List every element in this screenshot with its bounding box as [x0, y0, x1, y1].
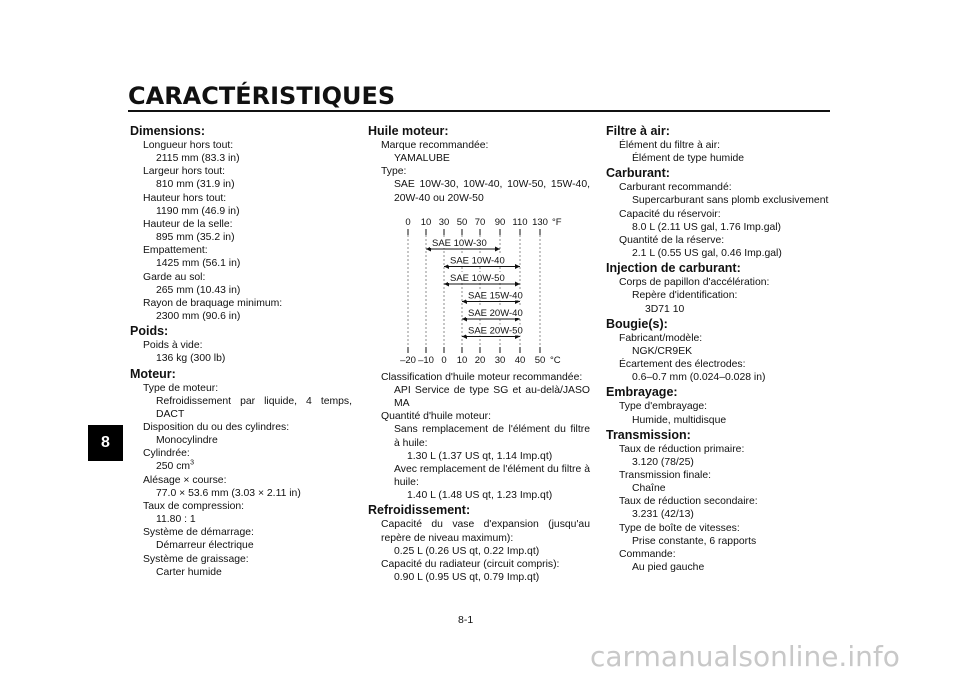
spec-label: Empattement: — [143, 245, 208, 257]
section-heading-embrayage: Embrayage: — [606, 385, 678, 400]
page-title: CARACTÉRISTIQUES — [128, 82, 396, 110]
fahrenheit-tick-label: 70 — [474, 216, 486, 228]
spec-label: Garde au sol: — [143, 271, 206, 283]
grade-range-arrow-right — [515, 264, 520, 269]
spec-value: 810 mm (31.9 in) — [156, 179, 235, 191]
column-left — [130, 123, 352, 579]
spec-value: Chaîne — [632, 483, 666, 495]
section-heading-carburant: Carburant: — [606, 166, 670, 181]
celsius-tick-label: –10 — [418, 354, 434, 366]
title-rule — [128, 110, 830, 112]
spec-value: 8.0 L (2.11 US gal, 1.76 Imp.gal) — [632, 221, 782, 233]
celsius-tick-label: –20 — [400, 354, 416, 366]
spec-value: 0.90 L (0.95 US qt, 0.79 Imp.qt) — [394, 571, 540, 583]
spec-value: Monocylindre — [156, 435, 218, 447]
section-heading-bougie: Bougie(s): — [606, 316, 668, 331]
spec-value: 11.80 : 1 — [156, 514, 196, 526]
section-heading-injection: Injection de carburant: — [606, 261, 741, 276]
spec-label: Écartement des électrodes: — [619, 359, 746, 371]
spec-value: Humide, multidisque — [632, 414, 727, 426]
spec-label: Quantité d'huile moteur: — [381, 411, 491, 423]
spec-value: Refroidissement par liquide, 4 temps, — [156, 395, 352, 407]
spec-label: Hauteur hors tout: — [143, 192, 227, 204]
section-heading-poids: Poids: — [130, 324, 169, 339]
grade-range-arrow-right — [495, 246, 500, 251]
spec-value: 3.120 (78/25) — [632, 456, 694, 468]
spec-sublabel: Repère d'identification: — [632, 290, 738, 302]
spec-value: 2.1 L (0.55 US gal, 0.46 Imp.gal) — [632, 248, 782, 260]
fahrenheit-tick-label: 50 — [456, 216, 468, 228]
grade-label: SAE 10W-30 — [432, 237, 487, 249]
spec-label: Cylindrée: — [143, 448, 190, 460]
spec-value: DACT — [156, 408, 185, 420]
spec-label: Capacité du radiateur (circuit compris): — [381, 558, 560, 570]
oil-viscosity-svg — [368, 211, 590, 371]
spec-value: 136 kg (300 lb) — [156, 353, 226, 365]
fahrenheit-tick-label: 10 — [420, 216, 432, 228]
spec-value: 1190 mm (46.9 in) — [156, 205, 240, 217]
spec-label: Corps de papillon d'accélération: — [619, 277, 770, 289]
spec-label: Disposition du ou des cylindres: — [143, 421, 290, 433]
spec-label: Poids à vide: — [143, 340, 203, 352]
section-heading-filtre: Filtre à air: — [606, 124, 670, 138]
grade-label: SAE 15W-40 — [468, 290, 523, 302]
spec-label: Fabricant/modèle: — [619, 332, 703, 344]
spec-value: Démarreur électrique — [156, 540, 254, 552]
celsius-tick-label: 0 — [441, 354, 447, 366]
spec-label: Carburant recommandé: — [619, 182, 732, 194]
grade-label: SAE 10W-50 — [450, 272, 505, 284]
spec-value: Au pied gauche — [632, 562, 705, 574]
fahrenheit-tick-label: 0 — [405, 216, 411, 228]
column-middle — [368, 123, 590, 584]
celsius-tick-label: 30 — [494, 354, 506, 366]
spec-label: Type d'embrayage: — [619, 401, 708, 413]
spec-value: 1.30 L (1.37 US qt, 1.14 Imp.qt) — [407, 450, 553, 462]
spec-value: 3.231 (42/13) — [632, 509, 694, 521]
spec-value: Prise constante, 6 rapports — [632, 535, 757, 547]
section-heading-refroidissement: Refroidissement: — [368, 503, 471, 518]
spec-label: Longueur hors tout: — [143, 140, 234, 151]
spec-value: YAMALUBE — [394, 153, 450, 165]
spec-label: Hauteur de la selle: — [143, 218, 233, 230]
spec-value: SAE 10W-30, 10W-40, 10W-50, 15W-40, 20W-40 ou 20W-50 — [394, 179, 590, 204]
fahrenheit-tick-label: 130 — [532, 216, 548, 228]
spec-value: 895 mm (35.2 in) — [156, 232, 235, 244]
spec-label: Type: — [381, 166, 407, 178]
celsius-tick-label: 40 — [514, 354, 526, 366]
spec-value: 265 mm (10.43 in) — [156, 284, 241, 296]
spec-sublabel: Avec remplacement de l'élément du filtre à huile: — [394, 463, 590, 489]
spec-label: Classification d'huile moteur recommandée: — [381, 371, 583, 383]
fahrenheit-tick-label: 90 — [494, 216, 506, 228]
spec-sublabel: Sans remplacement de l'élément du filtre à huile: — [394, 424, 590, 449]
spec-label: Quantité de la réserve: — [619, 234, 725, 246]
spec-label: Système de démarrage: — [143, 527, 254, 539]
spec-value: 2115 mm (83.3 in) — [156, 153, 240, 165]
section-heading-transmission: Transmission: — [606, 427, 691, 442]
spec-value: Carter humide — [156, 566, 222, 578]
celsius-tick-label: 10 — [456, 354, 468, 366]
watermark: carmanualsonline.info — [590, 640, 900, 673]
celsius-unit: °C — [550, 354, 561, 366]
spec-value: 3D71 10 — [645, 303, 685, 315]
spec-value: 1.40 L (1.48 US qt, 1.23 Imp.qt) — [407, 490, 553, 502]
grade-label: SAE 10W-40 — [450, 255, 505, 267]
spec-value: 77.0 × 53.6 mm (3.03 × 2.11 in) — [156, 487, 301, 499]
section-heading-dimensions: Dimensions: — [130, 124, 206, 138]
spec-label: Alésage × course: — [143, 474, 227, 486]
spec-value — [130, 460, 352, 473]
spec-label: Transmission finale: — [619, 469, 712, 481]
celsius-tick-label: 20 — [474, 354, 486, 366]
spec-label: Type de moteur: — [143, 382, 219, 394]
displacement-value: 250 cm — [156, 461, 191, 473]
spec-label: Commande: — [619, 548, 676, 560]
spec-label: Marque recommandée: — [381, 140, 489, 151]
section-heading-huile: Huile moteur: — [368, 124, 449, 138]
spec-value: 0.6–0.7 mm (0.024–0.028 in) — [632, 372, 766, 384]
oil-viscosity-chart — [368, 211, 590, 371]
spec-label: Largeur hors tout: — [143, 166, 226, 178]
spec-value: 1425 mm (56.1 in) — [156, 258, 241, 270]
fahrenheit-tick-label: 30 — [438, 216, 450, 228]
spec-value: API Service de type SG et au-delà/JASO MA — [394, 384, 590, 410]
chapter-tab: 8 — [88, 425, 123, 461]
spec-label: Capacité du vase d'expansion (jusqu'au repère de niveau maximum): — [381, 519, 590, 544]
section-heading-moteur: Moteur: — [130, 366, 176, 381]
fahrenheit-tick-label: 110 — [512, 216, 528, 228]
spec-label: Élément du filtre à air: — [619, 140, 721, 151]
spec-label: Système de graissage: — [143, 553, 249, 565]
superscript: 3 — [190, 459, 194, 467]
spec-label: Taux de réduction primaire: — [619, 443, 745, 455]
column-right — [606, 123, 834, 574]
grade-label: SAE 20W-50 — [468, 325, 523, 337]
grade-label: SAE 20W-40 — [468, 307, 523, 319]
grade-range-arrow-right — [515, 281, 520, 286]
spec-label: Type de boîte de vitesses: — [619, 522, 740, 534]
spec-value: 2300 mm (90.6 in) — [156, 311, 241, 323]
spec-value: Supercarburant sans plomb exclusivement — [632, 195, 829, 207]
spec-label: Rayon de braquage minimum: — [143, 297, 283, 309]
spec-value: 0.25 L (0.26 US qt, 0.22 Imp.qt) — [394, 545, 540, 557]
spec-label: Taux de réduction secondaire: — [619, 496, 758, 508]
spec-label: Capacité du réservoir: — [619, 208, 721, 220]
page-number: 8-1 — [458, 614, 474, 626]
spec-value: NGK/CR9EK — [632, 345, 693, 357]
spec-label: Taux de compression: — [143, 500, 245, 512]
fahrenheit-unit: °F — [552, 216, 562, 228]
spec-value: Élément de type humide — [632, 153, 745, 165]
celsius-tick-label: 50 — [534, 354, 546, 366]
